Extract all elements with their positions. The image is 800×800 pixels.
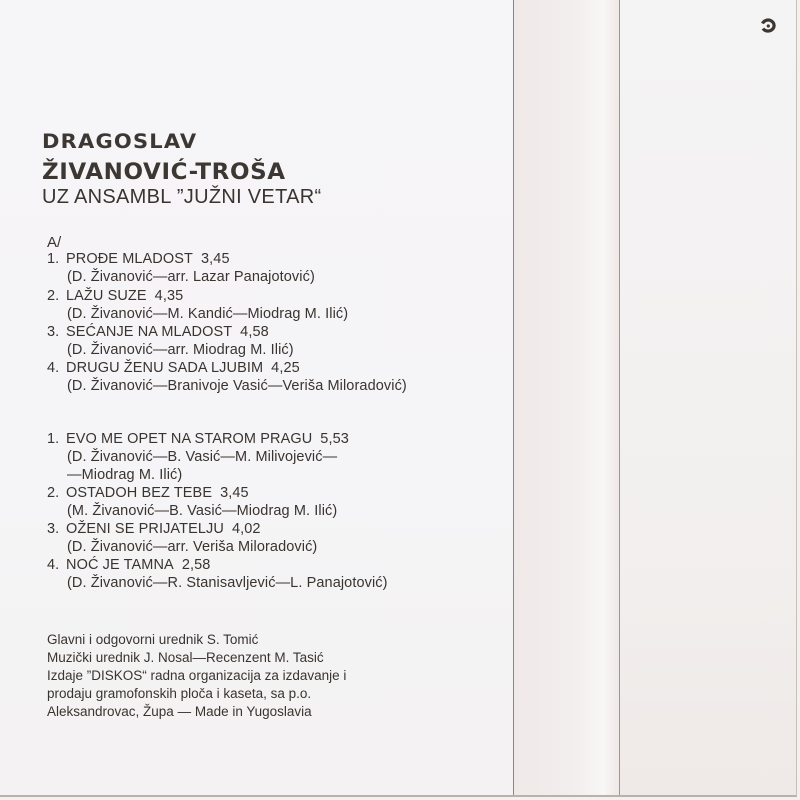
ensemble-subtitle: UZ ANSAMBL ”JUŽNI VETAR“: [42, 186, 322, 208]
track-number: 2.: [47, 288, 60, 304]
track-duration: 3,45: [201, 251, 230, 267]
side-a-label: A/: [47, 234, 62, 251]
rotated-c-logo-icon: [760, 18, 777, 33]
track-credits: (M. Živanović—B. Vasić—Miodrag M. Ilić): [67, 503, 338, 519]
track-title: [47, 521, 261, 537]
track-credits: (D. Živanović—M. Kandić—Miodrag M. Ilić): [67, 306, 349, 322]
track-credits: (D. Živanović—arr. Veriša Miloradović): [67, 539, 318, 555]
fold-line: [619, 0, 620, 795]
track-name: DRUGU ŽENU SADA LJUBIM: [66, 360, 264, 376]
footer-line: prodaju gramofonskih ploča i kaseta, sa p.o.: [47, 686, 312, 701]
track-duration: 3,45: [220, 485, 249, 501]
artist-name-line1: DRAGOSLAV: [42, 130, 198, 153]
track-name: NOĆ JE TAMNA: [66, 557, 174, 573]
artist-name-line2: ŽIVANOVIĆ-TROŠA: [42, 160, 286, 185]
track-title: [47, 360, 300, 376]
track-name: OŽENI SE PRIJATELJU: [66, 521, 224, 537]
track-duration: 5,53: [320, 431, 349, 447]
track-credits: (D. Živanović—arr. Lazar Panajotović): [67, 269, 315, 285]
track-number: 4.: [47, 360, 60, 376]
spine-panel: [514, 0, 619, 795]
footer-line: Muzički urednik J. Nosal—Recenzent M. Tasić: [47, 650, 324, 665]
track-number: 2.: [47, 485, 60, 501]
footer-line: Glavni i odgovorni urednik S. Tomić: [47, 632, 259, 647]
track-duration: 4,58: [240, 324, 269, 340]
flap-panel: [620, 0, 796, 795]
track-credits: (D. Živanović—Branivoje Vasić—Veriša Miloradović): [67, 378, 407, 394]
track-title: [47, 431, 349, 447]
track-credits: (D. Živanović—arr. Miodrag M. Ilić): [67, 342, 294, 358]
track-number: 4.: [47, 557, 60, 573]
fold-line: [513, 0, 514, 795]
track-name: LAŽU SUZE: [66, 288, 147, 304]
track-number: 3.: [47, 324, 60, 340]
track-credits: (D. Živanović—R. Stanisavljević—L. Panajotović): [67, 575, 388, 591]
track-title: [47, 288, 183, 304]
track-credits: (D. Živanović—B. Vasić—M. Milivojević—: [67, 449, 338, 465]
footer-line: Izdaje ”DISKOS“ radna organizacija za izdavanje i: [47, 668, 347, 683]
track-name: EVO ME OPET NA STAROM PRAGU: [66, 431, 313, 447]
track-name: PROĐE MLADOST: [66, 251, 193, 267]
track-duration: 4,02: [231, 521, 261, 537]
track-number: 1.: [47, 431, 60, 447]
track-duration: 4,35: [154, 288, 184, 304]
track-title: [47, 251, 230, 267]
track-title: [47, 324, 269, 340]
track-name: OSTADOH BEZ TEBE: [66, 485, 213, 501]
track-duration: 4,25: [271, 360, 300, 376]
track-name: SEĆANJE NA MLADOST: [66, 324, 233, 340]
track-title: [47, 557, 210, 573]
track-duration: 2,58: [181, 557, 211, 573]
track-credits: —Miodrag M. Ilić): [67, 467, 183, 483]
track-number: 1.: [47, 251, 60, 267]
track-title: [47, 485, 249, 501]
footer-line: Aleksandrovac, Župa — Made in Yugoslavia: [47, 704, 312, 719]
track-number: 3.: [47, 521, 60, 537]
